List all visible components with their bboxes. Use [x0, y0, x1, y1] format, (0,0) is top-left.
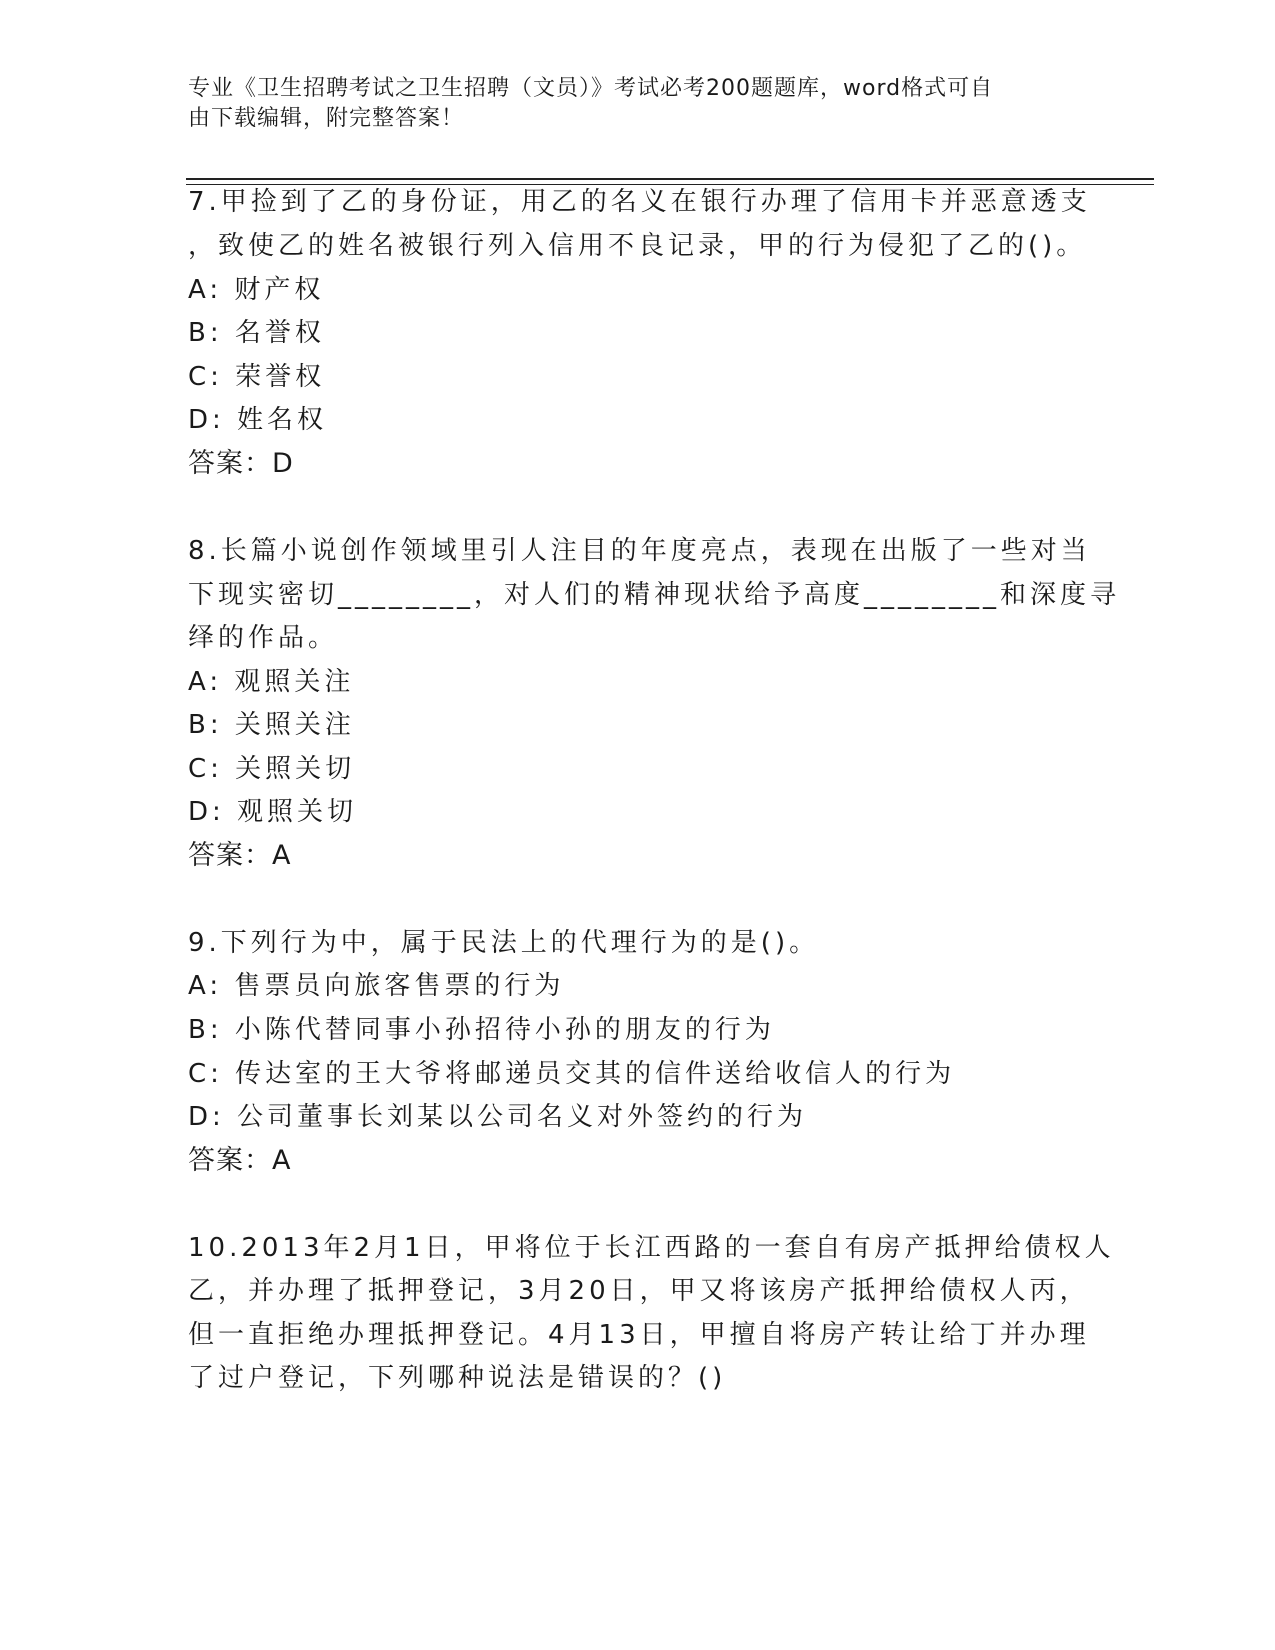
header-divider-thin	[186, 184, 1154, 185]
question-7-option-c: C: 荣誉权	[188, 362, 326, 392]
question-8-text: 8.长篇小说创作领域里引人注目的年度亮点，表现在出版了一些对当	[188, 536, 1091, 566]
question-7-option-a: A: 财产权	[188, 275, 325, 305]
question-7-answer: 答案：D	[188, 448, 294, 479]
question-8-option-b: B: 关照关注	[188, 710, 355, 740]
question-10-text: 但一直拒绝办理抵押登记。4月13日，甲擅自将房产转让给丁并办理	[188, 1320, 1090, 1350]
question-9-option-d: D: 公司董事长刘某以公司名义对外签约的行为	[188, 1102, 808, 1132]
question-9-answer: 答案：A	[188, 1145, 292, 1176]
question-9-option-a: A: 售票员向旅客售票的行为	[188, 971, 565, 1001]
question-7-text: 7.甲捡到了乙的身份证，用乙的名义在银行办理了信用卡并恶意透支	[188, 187, 1091, 217]
question-10-text: 了过户登记，下列哪种说法是错误的？()	[188, 1363, 727, 1393]
question-10-text: 乙，并办理了抵押登记，3月20日，甲又将该房产抵押给债权人丙，	[188, 1276, 1090, 1306]
question-7-text: ，致使乙的姓名被银行列入信用不良记录，甲的行为侵犯了乙的()。	[188, 231, 1087, 261]
question-8-option-a: A: 观照关注	[188, 667, 355, 697]
header-divider	[186, 178, 1154, 180]
question-10-text: 10.2013年2月1日，甲将位于长江西路的一套自有房产抵押给债权人	[188, 1233, 1115, 1263]
question-8-option-c: C: 关照关切	[188, 754, 356, 784]
question-8-text: 绎的作品。	[188, 623, 339, 653]
header-line: 由下载编辑，附完整答案！	[188, 106, 465, 131]
question-8-option-d: D: 观照关切	[188, 797, 358, 827]
document-header	[188, 74, 1078, 134]
question-8-answer: 答案：A	[188, 840, 292, 871]
question-8-text: 下现实密切________，对人们的精神现状给予高度________和深度寻	[188, 580, 1121, 610]
question-7-option-b: B: 名誉权	[188, 318, 325, 348]
header-line: 专业《卫生招聘考试之卫生招聘（文员）》考试必考200题题库，word格式可自	[188, 76, 994, 101]
question-9-text: 9.下列行为中，属于民法上的代理行为的是()。	[188, 928, 820, 958]
question-9-option-c: C: 传达室的王大爷将邮递员交其的信件送给收信人的行为	[188, 1059, 956, 1089]
question-9-option-b: B: 小陈代替同事小孙招待小孙的朋友的行为	[188, 1015, 775, 1045]
question-7-option-d: D: 姓名权	[188, 405, 328, 435]
